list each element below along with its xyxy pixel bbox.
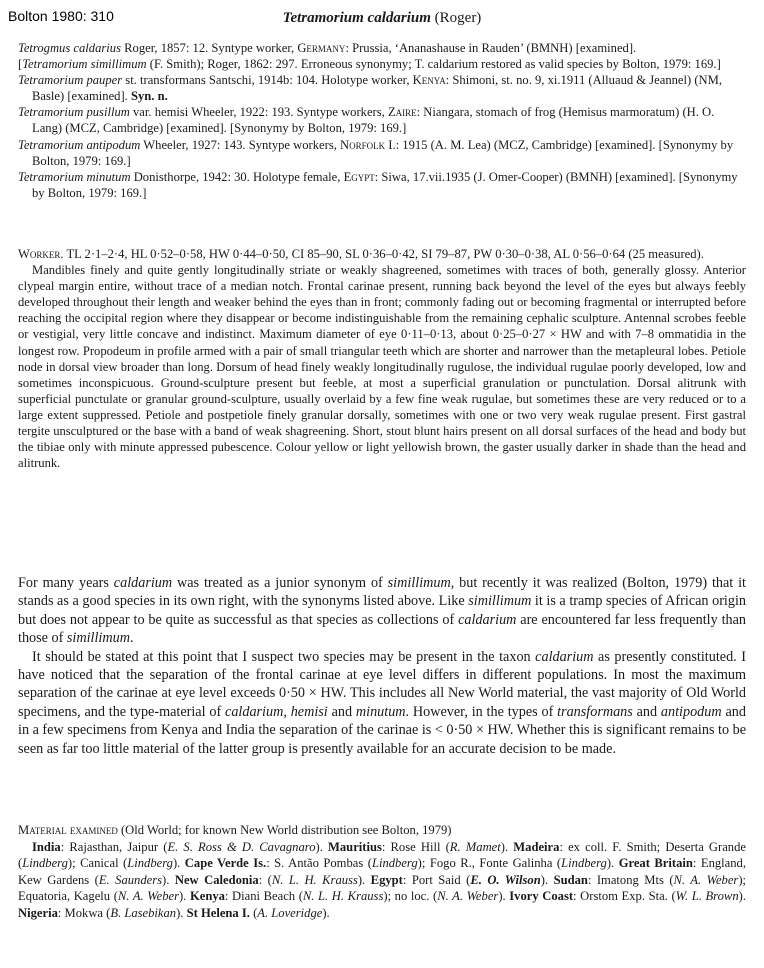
country-name: Kenya — [412, 73, 446, 88]
discussion-paragraph: It should be stated at this point that I suspect two species may be present in the taxon caldarium as presently constituted. I have noticed that the separation of the frontal carinae at eye level differs in different populations. In most the maximum separation of the carinae at eye level exceeds 0·50 × HW. This includes all New World material, the vast majority of Old World specimens, and the type-material of caldarium, hemisi and minutum. However, in the types of transformans and antipodum and in a few specimens from Kenya and India the separation of the carinae is < 0·50 × HW. Whether this is significant remains to be seen as far too little material of the latter group is presently available for an accurate decision to be made. — [18, 648, 746, 757]
taxon-name: Tetramorium pusillum — [18, 105, 130, 120]
discussion — [18, 574, 746, 758]
taxon-name: Tetramorium pauper — [18, 73, 123, 88]
country-name: Zaire — [387, 105, 417, 120]
taxon-name: Tetramorium antipodum — [18, 137, 141, 152]
synonymy-entry: [Tetramorium simillimum (F. Smith); Roger, 1862: 297. Erroneous synonymy; T. caldarium restored as valid species by Bolton, 1979: 169.] — [18, 57, 721, 72]
worker-description — [18, 246, 746, 471]
new-synonym-flag: Syn. n. — [127, 89, 168, 104]
discussion-paragraph: For many years caldarium was treated as a junior synonym of simillimum, but recently it was realized (Bolton, 1979) that it stands as a good species in its own right, with the synonyms listed above. Like simillimum it is a tramp species of African origin but does not appear to be quite as successful as that species as collections of caldarium are encountered far less frequently than those of simillimum. — [18, 575, 746, 647]
synonymy-entry: Tetramorium pusillum var. hemisi Wheeler, 1922: 193. Syntype workers, Zaire: Niangara, stomach of frog (Hemisus marmoratum) (H. O. Lang) (MCZ, Cambridge) [examined]. [Synonymy by Bolton, 1979: 169.] — [18, 105, 715, 136]
synonymy-entry: Tetramorium minutum Donisthorpe, 1942: 30. Holotype female, Egypt: Siwa, 17.vii.1935 (J. Omer-Cooper) (BMNH) [examined]. [Synonymy by Bolton, 1979: 169.] — [18, 169, 738, 200]
taxon-name: Tetramorium simillimum — [22, 57, 147, 72]
country-name: Norfolk I. — [340, 137, 396, 152]
synonymy-entry: Tetramorium pauper st. transformans Santschi, 1914b: 104. Holotype worker, Kenya: Shimoni, st. no. 9, xi.1911 (Alluaud & Jeannel) (NM, Basle) [examined]. Syn. n. — [18, 73, 722, 104]
species-author: (Roger) — [434, 10, 482, 26]
synonymy-entry: Tetramorium antipodum Wheeler, 1927: 143. Syntype workers, Norfolk I.: 1915 (A. M. Lea) (MCZ, Cambridge) [examined]. [Synonymy by Bolton, 1979: 169.] — [18, 137, 734, 168]
worker-measurements: Worker. TL 2·1–2·4, HL 0·52–0·58, HW 0·44–0·50, CI 85–90, SL 0·36–0·42, SI 79–87, PW 0·30–0·38, AL 0·56–0·64 (25 measured). — [18, 247, 704, 261]
material-records: India: Rajasthan, Jaipur (E. S. Ross & D. Cavagnaro). Mauritius: Rose Hill (R. Mamet). Madeira: ex coll. F. Smith; Deserta Grande (Lindberg); Canical (Lindberg). Cape Verde Is.: S. Antão Pombas (Lindberg); Fogo R., Fonte Galinha (Lindberg). Great Britain: England, Kew Gardens (E. Saunders). New Caledonia: (N. L. H. Krauss). Egypt: Port Said (E. O. Wilson). Sudan: Imatong Mts (N. A. Weber); Equatoria, Kagelu (N. A. Weber). Kenya: Diani Beach (N. L. H. Krauss); no loc. (N. A. Weber). Ivory Coast: Orstom Exp. Sta. (W. L. Brown). Nigeria: Mokwa (B. Lasebikan). St Helena I. (A. Loveridge). — [18, 839, 747, 920]
source-tag: Bolton 1980: 310 — [8, 8, 114, 24]
taxon-name: Tetrogmus caldarius — [18, 41, 121, 55]
worker-morphology: Mandibles finely and quite gently longitudinally striate or weakly shagreened, sometimes with traces of both, generally glossy. Anterior clypeal margin entire, without trace of a median notch. Frontal carinae present, running back beyond the level of the eyes but always feebly developed throughout their length and weaker behind the eyes than in front; commonly fading out or becoming fragmental or interrupted before reaching the occipital region where they disappear or become indistinguishable from the remaining cephalic sculpture. Antennal scrobes feeble or vestigial, very little concave and indistinct. Maximum diameter of eye 0·11–0·13, about 0·25–0·27 × HW and with 7–8 ommatidia in the longest row. Propodeum in profile armed with a pair of small triangular teeth which are shorter and narrower than the metapleural lobes. Petiole node in dorsal view broader than long. Dorsum of head finely weakly longitudinally rugulose, the individual rugulae poorly developed, low and sometimes inconspicuous. Ground-sculpture present but feeble, at most a superficial granulation or punctulation. Dorsal alitrunk with superficial punctulate or granular ground-sculpture, usually overlaid by a few fine weak rugulae, but sometimes these are very reduced or to a large extent suppressed. Petiole and postpetiole finely granular dorsally, sometimes with one or two very weak rugulae present. First gastral tergite unsculptured or the base with a band of weak shagreening. Short, stout blunt hairs present on all dorsal surfaces of the head and body but the tibiae only with minute appressed pubescence. Colour yellow or light yellowish brown, the gaster usually darker in shade than the head and alitrunk. — [18, 263, 746, 471]
synonymy-entry: Tetrogmus caldarius Roger, 1857: 12. Syntype worker, Germany: Prussia, ‘Ananashause in Rauden’ (BMNH) [examined]. — [18, 41, 637, 55]
species-heading — [0, 10, 764, 27]
material-examined — [18, 822, 746, 922]
country-name: Germany — [297, 41, 346, 55]
taxon-name: Tetramorium minutum — [18, 169, 131, 184]
material-heading: Material examined (Old World; for known New World distribution see Bolton, 1979) — [18, 823, 452, 837]
synonymy-list — [18, 40, 746, 201]
species-name: Tetramorium caldarium — [282, 10, 431, 26]
country-name: Egypt — [343, 169, 375, 184]
caste-label: Worker — [18, 247, 61, 261]
